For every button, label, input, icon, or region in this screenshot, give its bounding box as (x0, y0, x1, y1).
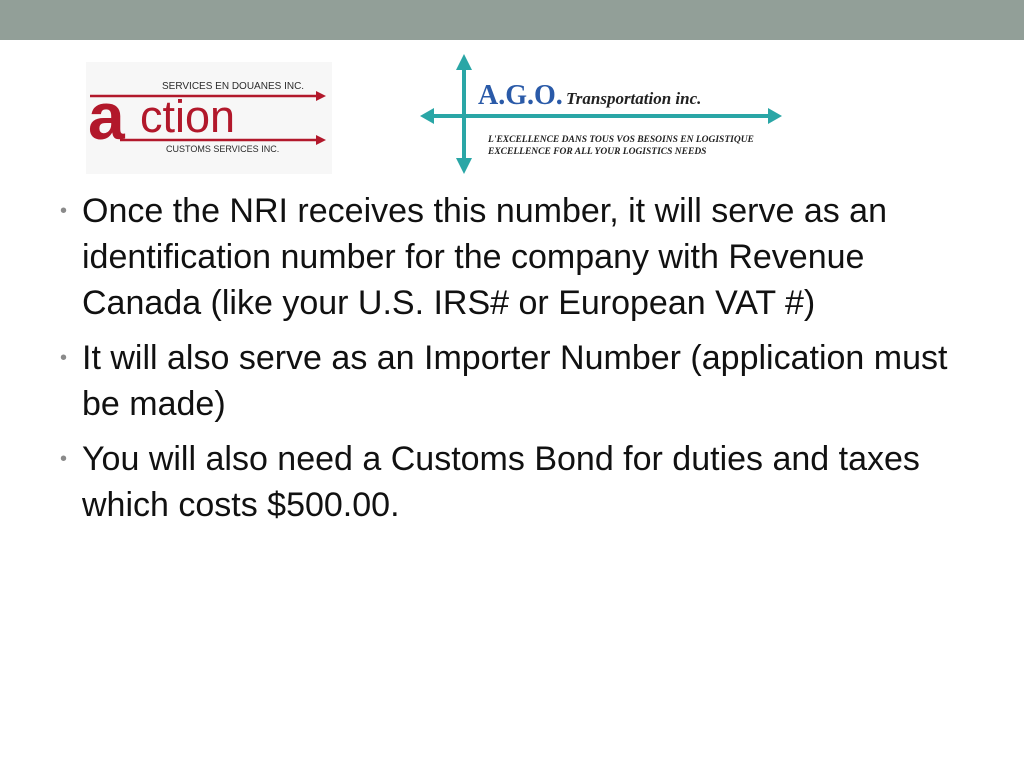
action-top-line: SERVICES EN DOUANES INC. (162, 81, 305, 92)
bullet-marker: • (60, 448, 68, 470)
bullet-text: It will also serve as an Importer Number (application must be made) (82, 339, 948, 423)
bullet-marker: • (60, 200, 68, 222)
bullet-text: Once the NRI receives this number, it will serve as an identification number for the company with Revenue Canada (like your U.S. IRS# or European VAT #) (82, 192, 887, 322)
bullet-text: You will also need a Customs Bond for duties and taxes which costs $500.00. (82, 440, 920, 524)
ago-subtitle: Transportation inc. (566, 89, 702, 108)
header-bar (0, 0, 1024, 40)
ago-transportation-logo (418, 52, 784, 174)
ago-tagline-en: EXCELLENCE FOR ALL YOUR LOGISTICS NEEDS (488, 147, 707, 157)
bullet-item (58, 436, 968, 528)
action-wordmark: ction (140, 91, 236, 142)
action-a-letter: a (88, 79, 125, 153)
ago-tagline-fr: L'EXCELLENCE DANS TOUS VOS BESOINS EN LOGISTIQUE (488, 135, 754, 145)
bullet-list (58, 188, 968, 537)
bullet-item (58, 335, 968, 427)
action-customs-logo (86, 62, 332, 174)
action-bottom-line: CUSTOMS SERVICES INC. (166, 144, 280, 154)
ago-name: A.G.O. (478, 80, 563, 111)
bullet-marker: • (60, 347, 68, 369)
bullet-item (58, 188, 968, 326)
